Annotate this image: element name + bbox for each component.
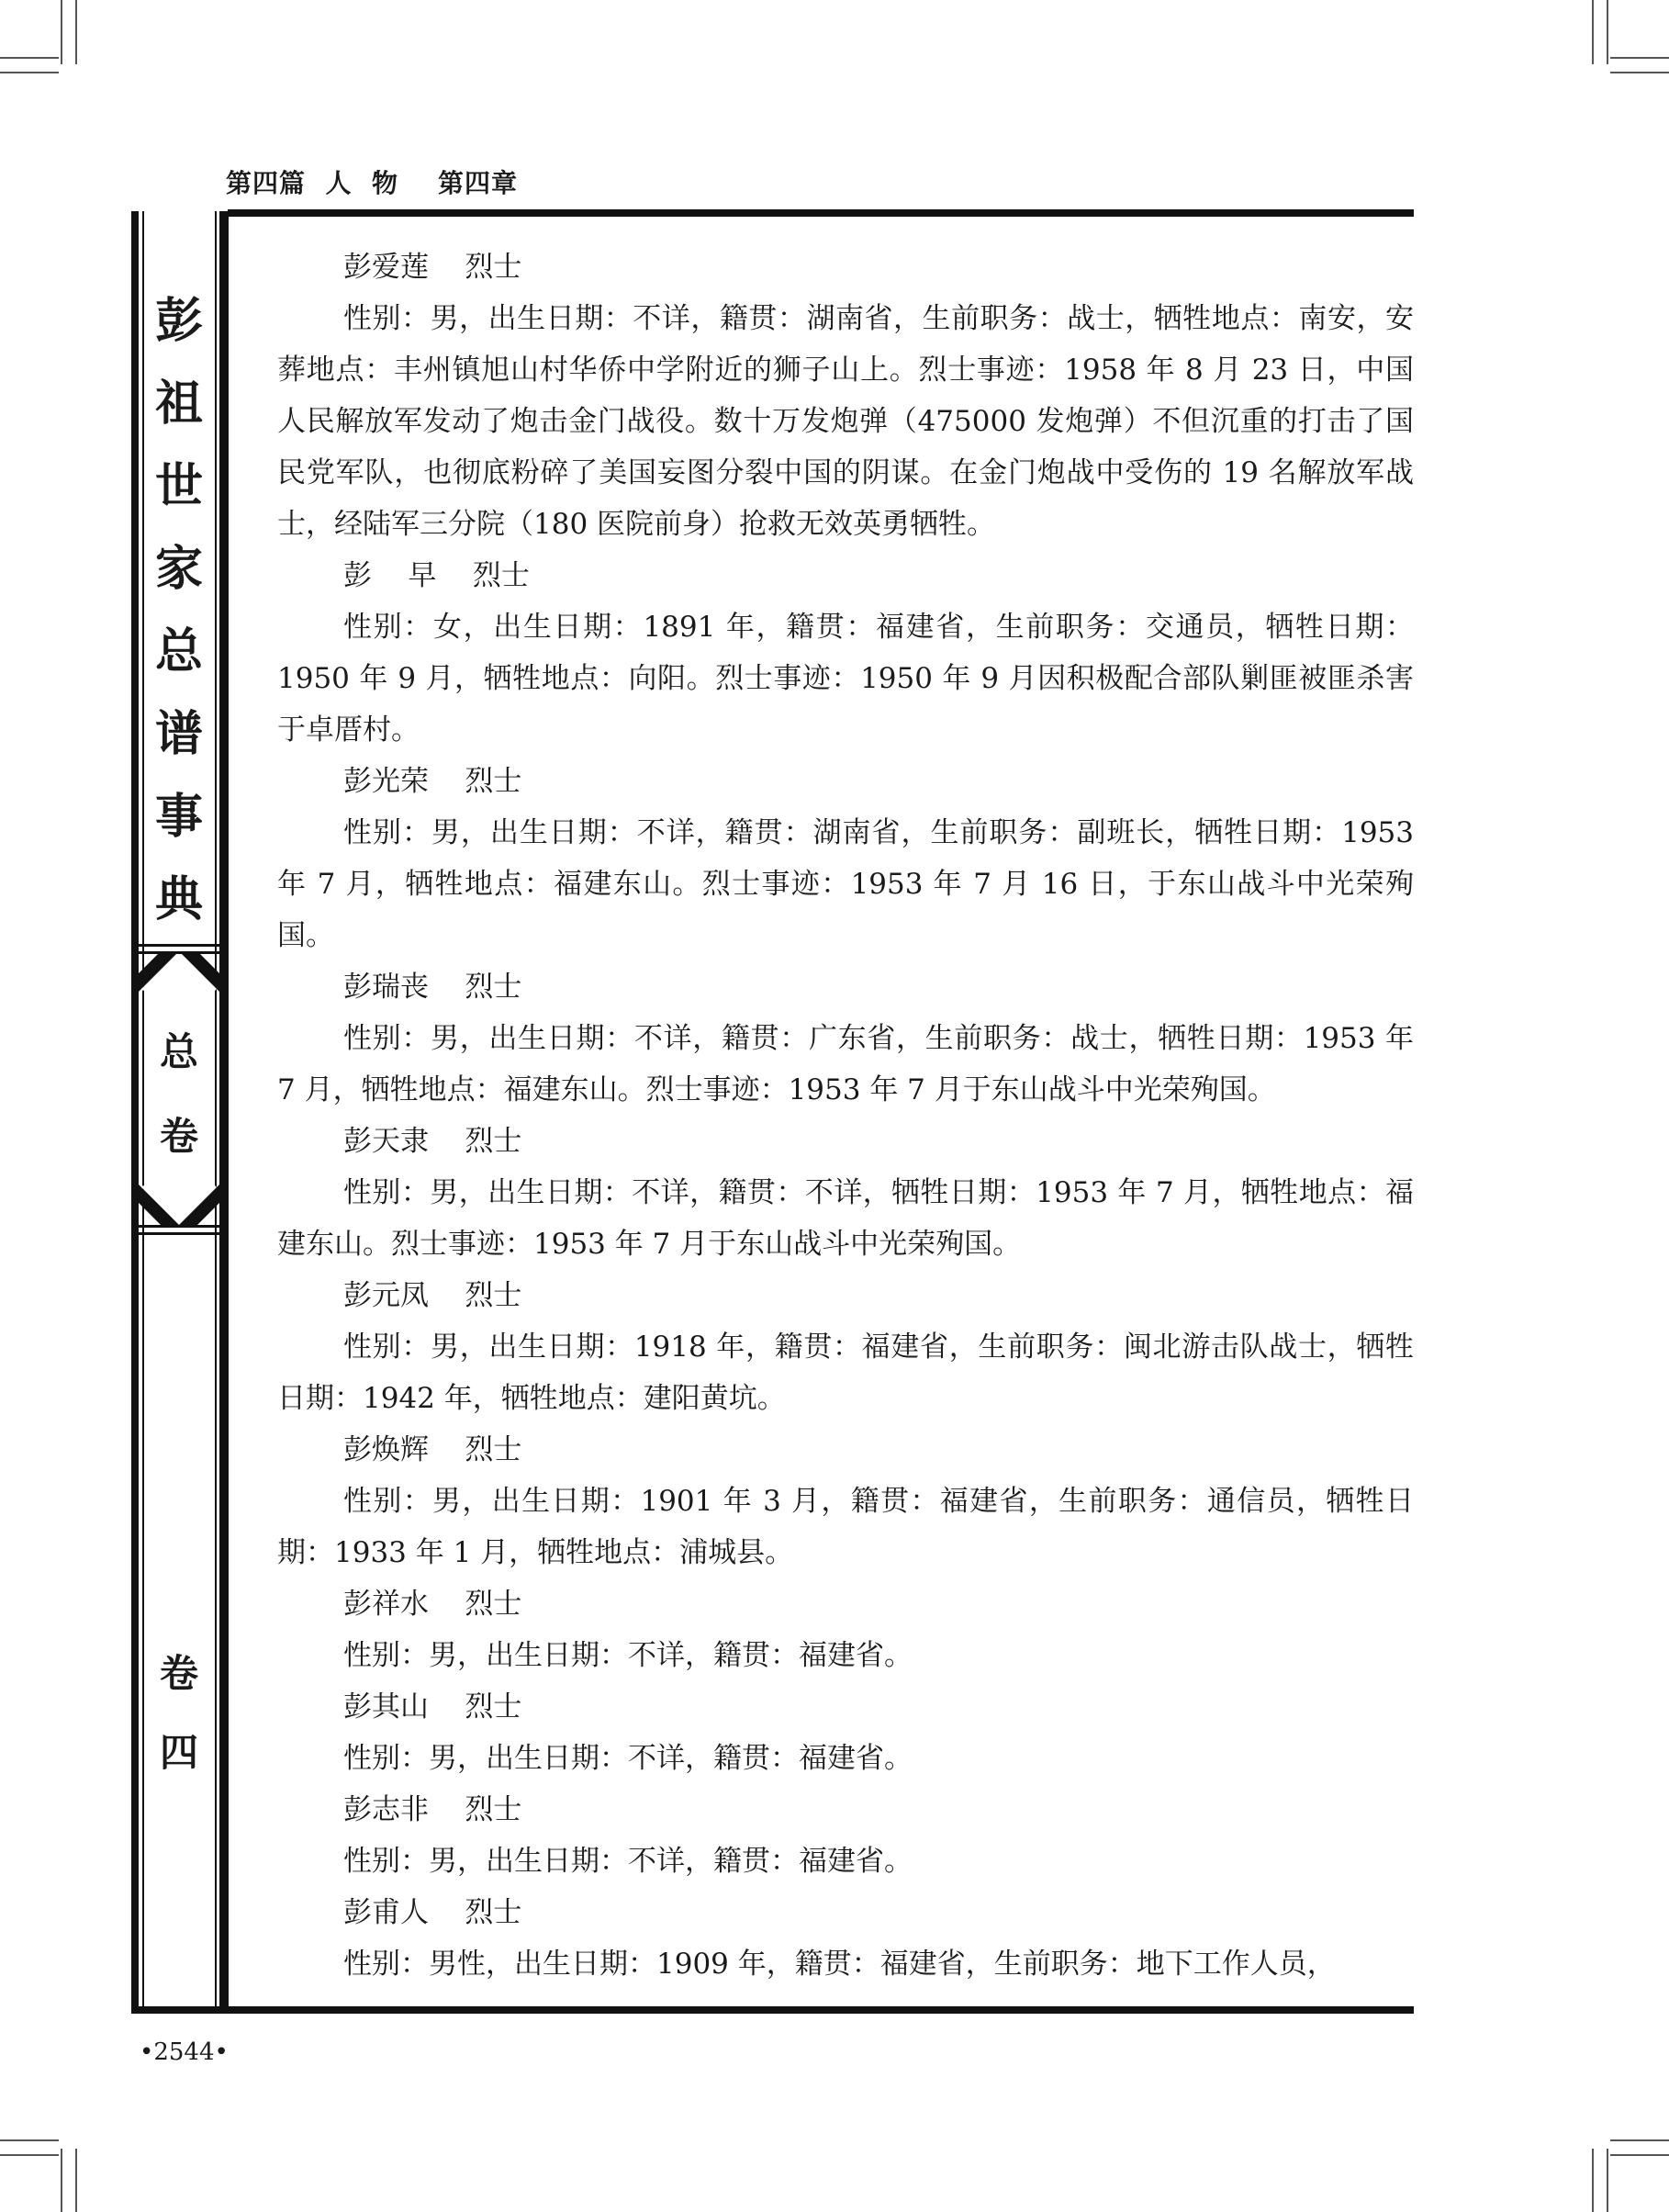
crop-mark xyxy=(1607,0,1608,64)
volume-label-vertical xyxy=(139,1010,219,1179)
side-divider xyxy=(139,1232,219,1235)
chevron-down-ornament xyxy=(139,1185,219,1225)
book-title-char: 家 xyxy=(154,542,203,597)
book-title-char: 祖 xyxy=(154,376,203,432)
side-column-border-right xyxy=(219,211,229,2013)
juan-label-char: 卷 xyxy=(159,1651,198,1696)
book-title-char: 总 xyxy=(154,624,203,679)
crop-mark xyxy=(75,2149,77,2212)
entry-heading: 彭其山 烈士 xyxy=(343,1690,522,1724)
entry-body: 性别：女，出生日期：1891 年，籍贯：福建省，生前职务：交通员，牺牲日期：1950 年 9 月，牺牲地点：向阳。烈士事迹：1950 年 9 月因积极配合部队剿匪被匪杀害于卓厝村。 xyxy=(277,611,1414,747)
crop-mark xyxy=(75,0,77,64)
entry-body: 性别：男，出生日期：不详，籍贯：福建省。 xyxy=(343,1742,913,1775)
crop-mark xyxy=(61,0,62,64)
entry-heading: 彭元凤 烈士 xyxy=(343,1279,522,1312)
entry-body: 性别：男，出生日期：不详，籍贯：湖南省，生前职务：副班长，牺牲日期：1953 年 7 月，牺牲地点：福建东山。烈士事迹：1953 年 7 月 16 日，于东山战斗中光荣殉国。 xyxy=(277,816,1414,952)
entry-heading: 彭光荣 烈士 xyxy=(343,765,522,798)
side-divider xyxy=(139,1225,219,1228)
crop-mark xyxy=(0,2154,59,2156)
top-rule xyxy=(228,209,1414,217)
entry-heading: 彭祥水 烈士 xyxy=(343,1588,522,1621)
crop-mark xyxy=(1610,57,1669,59)
side-column-border-left xyxy=(131,211,139,2013)
entry-heading: 彭焕辉 烈士 xyxy=(343,1433,522,1466)
crop-mark xyxy=(1592,2149,1594,2212)
chevron-up-ornament xyxy=(139,951,219,992)
entry-body: 性别：男性，出生日期：1909 年，籍贯：福建省，生前职务：地下工作人员， xyxy=(343,1948,1336,1981)
crop-mark xyxy=(1592,0,1594,64)
crop-mark xyxy=(0,57,59,59)
crop-mark xyxy=(61,2149,62,2212)
entry-body: 性别：男，出生日期：不详，籍贯：不详，牺牲日期：1953 年 7 月，牺牲地点：福建东山。烈士事迹：1953 年 7 月于东山战斗中光荣殉国。 xyxy=(277,1176,1414,1261)
running-header: 第四篇 人 物 第四章 xyxy=(226,168,518,198)
entry-heading: 彭 早 烈士 xyxy=(343,559,530,592)
entry-body: 性别：男，出生日期：1901 年 3 月，籍贯：福建省，生前职务：通信员，牺牲日期：1933 年 1 月，牺牲地点：浦城县。 xyxy=(277,1485,1414,1569)
book-title-char: 典 xyxy=(154,872,203,927)
entry-heading: 彭志非 烈士 xyxy=(343,1793,522,1826)
book-title-char: 世 xyxy=(154,459,203,514)
entry-heading: 彭瑞丧 烈士 xyxy=(343,971,522,1004)
page-number: •2544• xyxy=(140,2038,229,2066)
entry-heading: 彭爱莲 烈士 xyxy=(343,251,522,284)
juan-label-char: 四 xyxy=(159,1730,198,1775)
entry-body: 性别：男，出生日期：不详，籍贯：广东省，生前职务：战士，牺牲日期：1953 年 7 月，牺牲地点：福建东山。烈士事迹：1953 年 7 月于东山战斗中光荣殉国。 xyxy=(277,1022,1414,1106)
entry-body: 性别：男，出生日期：不详，籍贯：福建省。 xyxy=(343,1639,913,1672)
crop-mark xyxy=(1610,2139,1669,2141)
entry-heading: 彭甫人 烈士 xyxy=(343,1896,522,1929)
volume-label-char: 卷 xyxy=(159,1114,198,1159)
crop-mark xyxy=(0,2139,59,2141)
entry-body: 性别：男，出生日期：1918 年，籍贯：福建省，生前职务：闽北游击队战士，牺牲日期：1942 年，牺牲地点：建阳黄坑。 xyxy=(277,1331,1414,1415)
crop-mark xyxy=(1607,2149,1608,2212)
side-divider xyxy=(139,944,219,947)
crop-mark xyxy=(1610,72,1669,73)
book-title-char: 事 xyxy=(154,790,203,845)
juan-label-vertical xyxy=(139,1634,219,1792)
bottom-rule xyxy=(131,2006,1414,2014)
crop-mark xyxy=(1610,2154,1669,2156)
main-text xyxy=(277,241,1414,1990)
book-title-char: 彭 xyxy=(154,294,203,349)
crop-mark xyxy=(0,72,59,73)
book-title-char: 谱 xyxy=(154,707,203,762)
entry-body: 性别：男，出生日期：不详，籍贯：湖南省，生前职务：战士，牺牲地点：南安，安葬地点：丰州镇旭山村华侨中学附近的狮子山上。烈士事迹：1958 年 8 月 23 日，中国人民解放军发动了炮击金门战役。数十万发炮弹（475000 发炮弹）不但沉重的打击了国民党军队，也彻底粉碎了美国妄图分裂中国的阴谋。在金门炮战中受伤的 19 名解放军战士，经陆军三分院（180 医院前身）抢救无效英勇牺牲。 xyxy=(277,302,1414,541)
entry-heading: 彭天隶 烈士 xyxy=(343,1125,522,1158)
book-title-vertical xyxy=(139,280,219,941)
volume-label-char: 总 xyxy=(159,1029,198,1074)
entry-body: 性别：男，出生日期：不详，籍贯：福建省。 xyxy=(343,1845,913,1878)
